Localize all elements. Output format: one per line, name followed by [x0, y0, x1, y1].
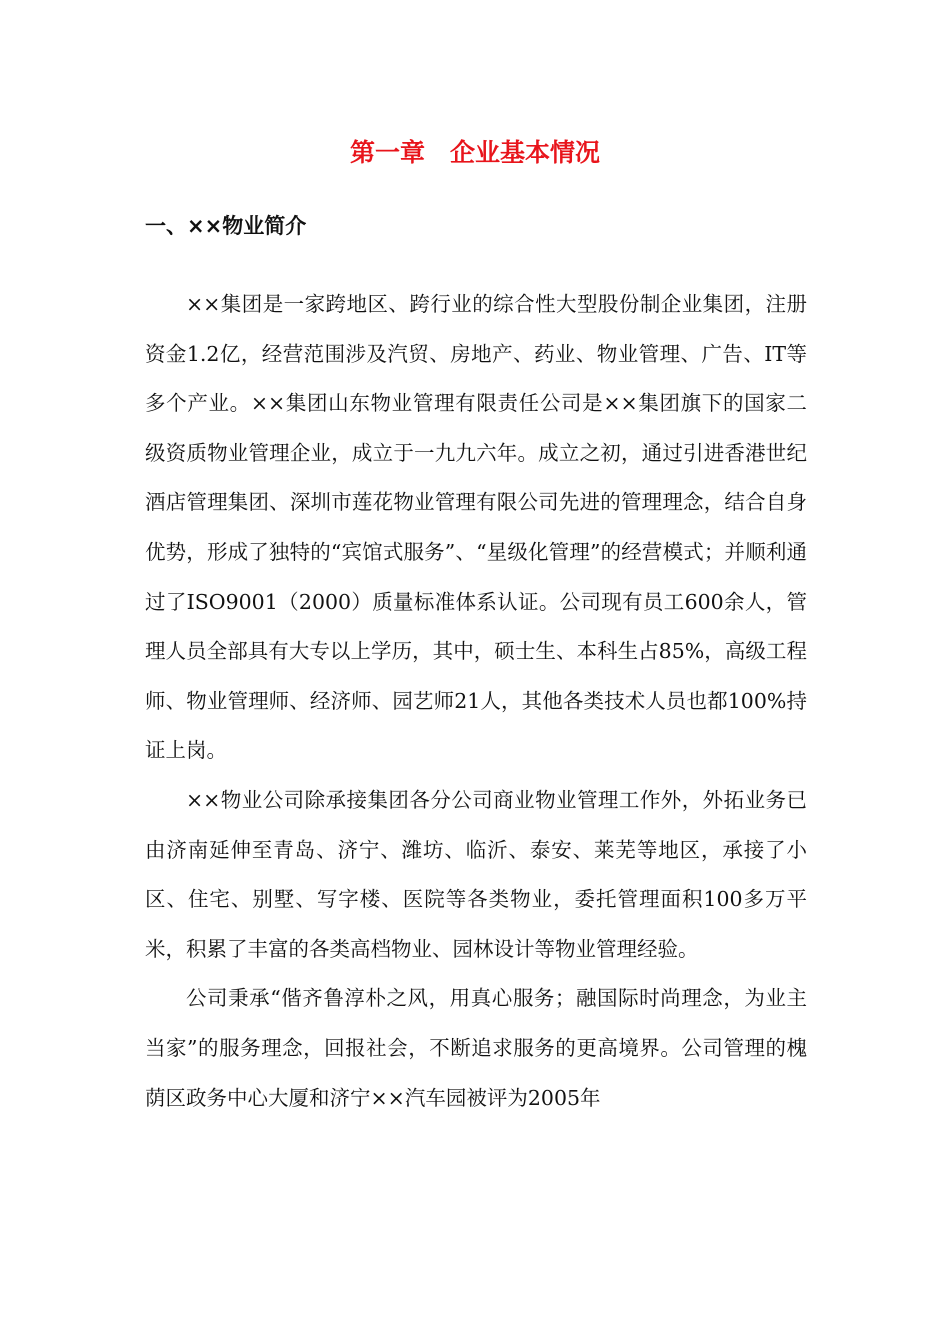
body-text [145, 280, 807, 1123]
paragraph-business-expansion: ××物业公司除承接集团各分公司商业物业管理工作外，外拓业务已由济南延伸至青岛、济宁、潍坊、临沂、泰安、莱芜等地区，承接了小区、住宅、别墅、写字楼、医院等各类物业，委托管理面积100多万平米，积累了丰富的各类高档物业、园林设计等物业管理经验。 [145, 787, 807, 961]
chapter-title: 第一章 企业基本情况 [349, 138, 600, 167]
paragraph-service-philosophy: 公司秉承“偕齐鲁淳朴之风，用真心服务；融国际时尚理念，为业主当家”的服务理念，回报社会，不断追求服务的更高境界。公司管理的槐荫区政务中心大厦和济宁××汽车园被评为2005年 [145, 986, 807, 1110]
paragraph-company-profile: ××集团是一家跨地区、跨行业的综合性大型股份制企业集团，注册资金1.2亿，经营范围涉及汽贸、房地产、药业、物业管理、广告、IT等多个产业。××集团山东物业管理有限责任公司是××集团旗下的国家二级资质物业管理企业，成立于一九九六年。成立之初，通过引进香港世纪酒店管理集团、深圳市莲花物业管理有限公司先进的管理理念，结合自身优势，形成了独特的“宾馆式服务”、“星级化管理”的经营模式；并顺利通过了ISO9001（2000）质量标准体系认证。公司现有员工600余人，管理人员全部具有大专以上学历，其中，硕士生、本科生占85%，高级工程师、物业管理师、经济师、园艺师21人，其他各类技术人员也都100%持证上岗。 [145, 292, 807, 763]
section-heading: 一、××物业简介 [145, 214, 307, 238]
